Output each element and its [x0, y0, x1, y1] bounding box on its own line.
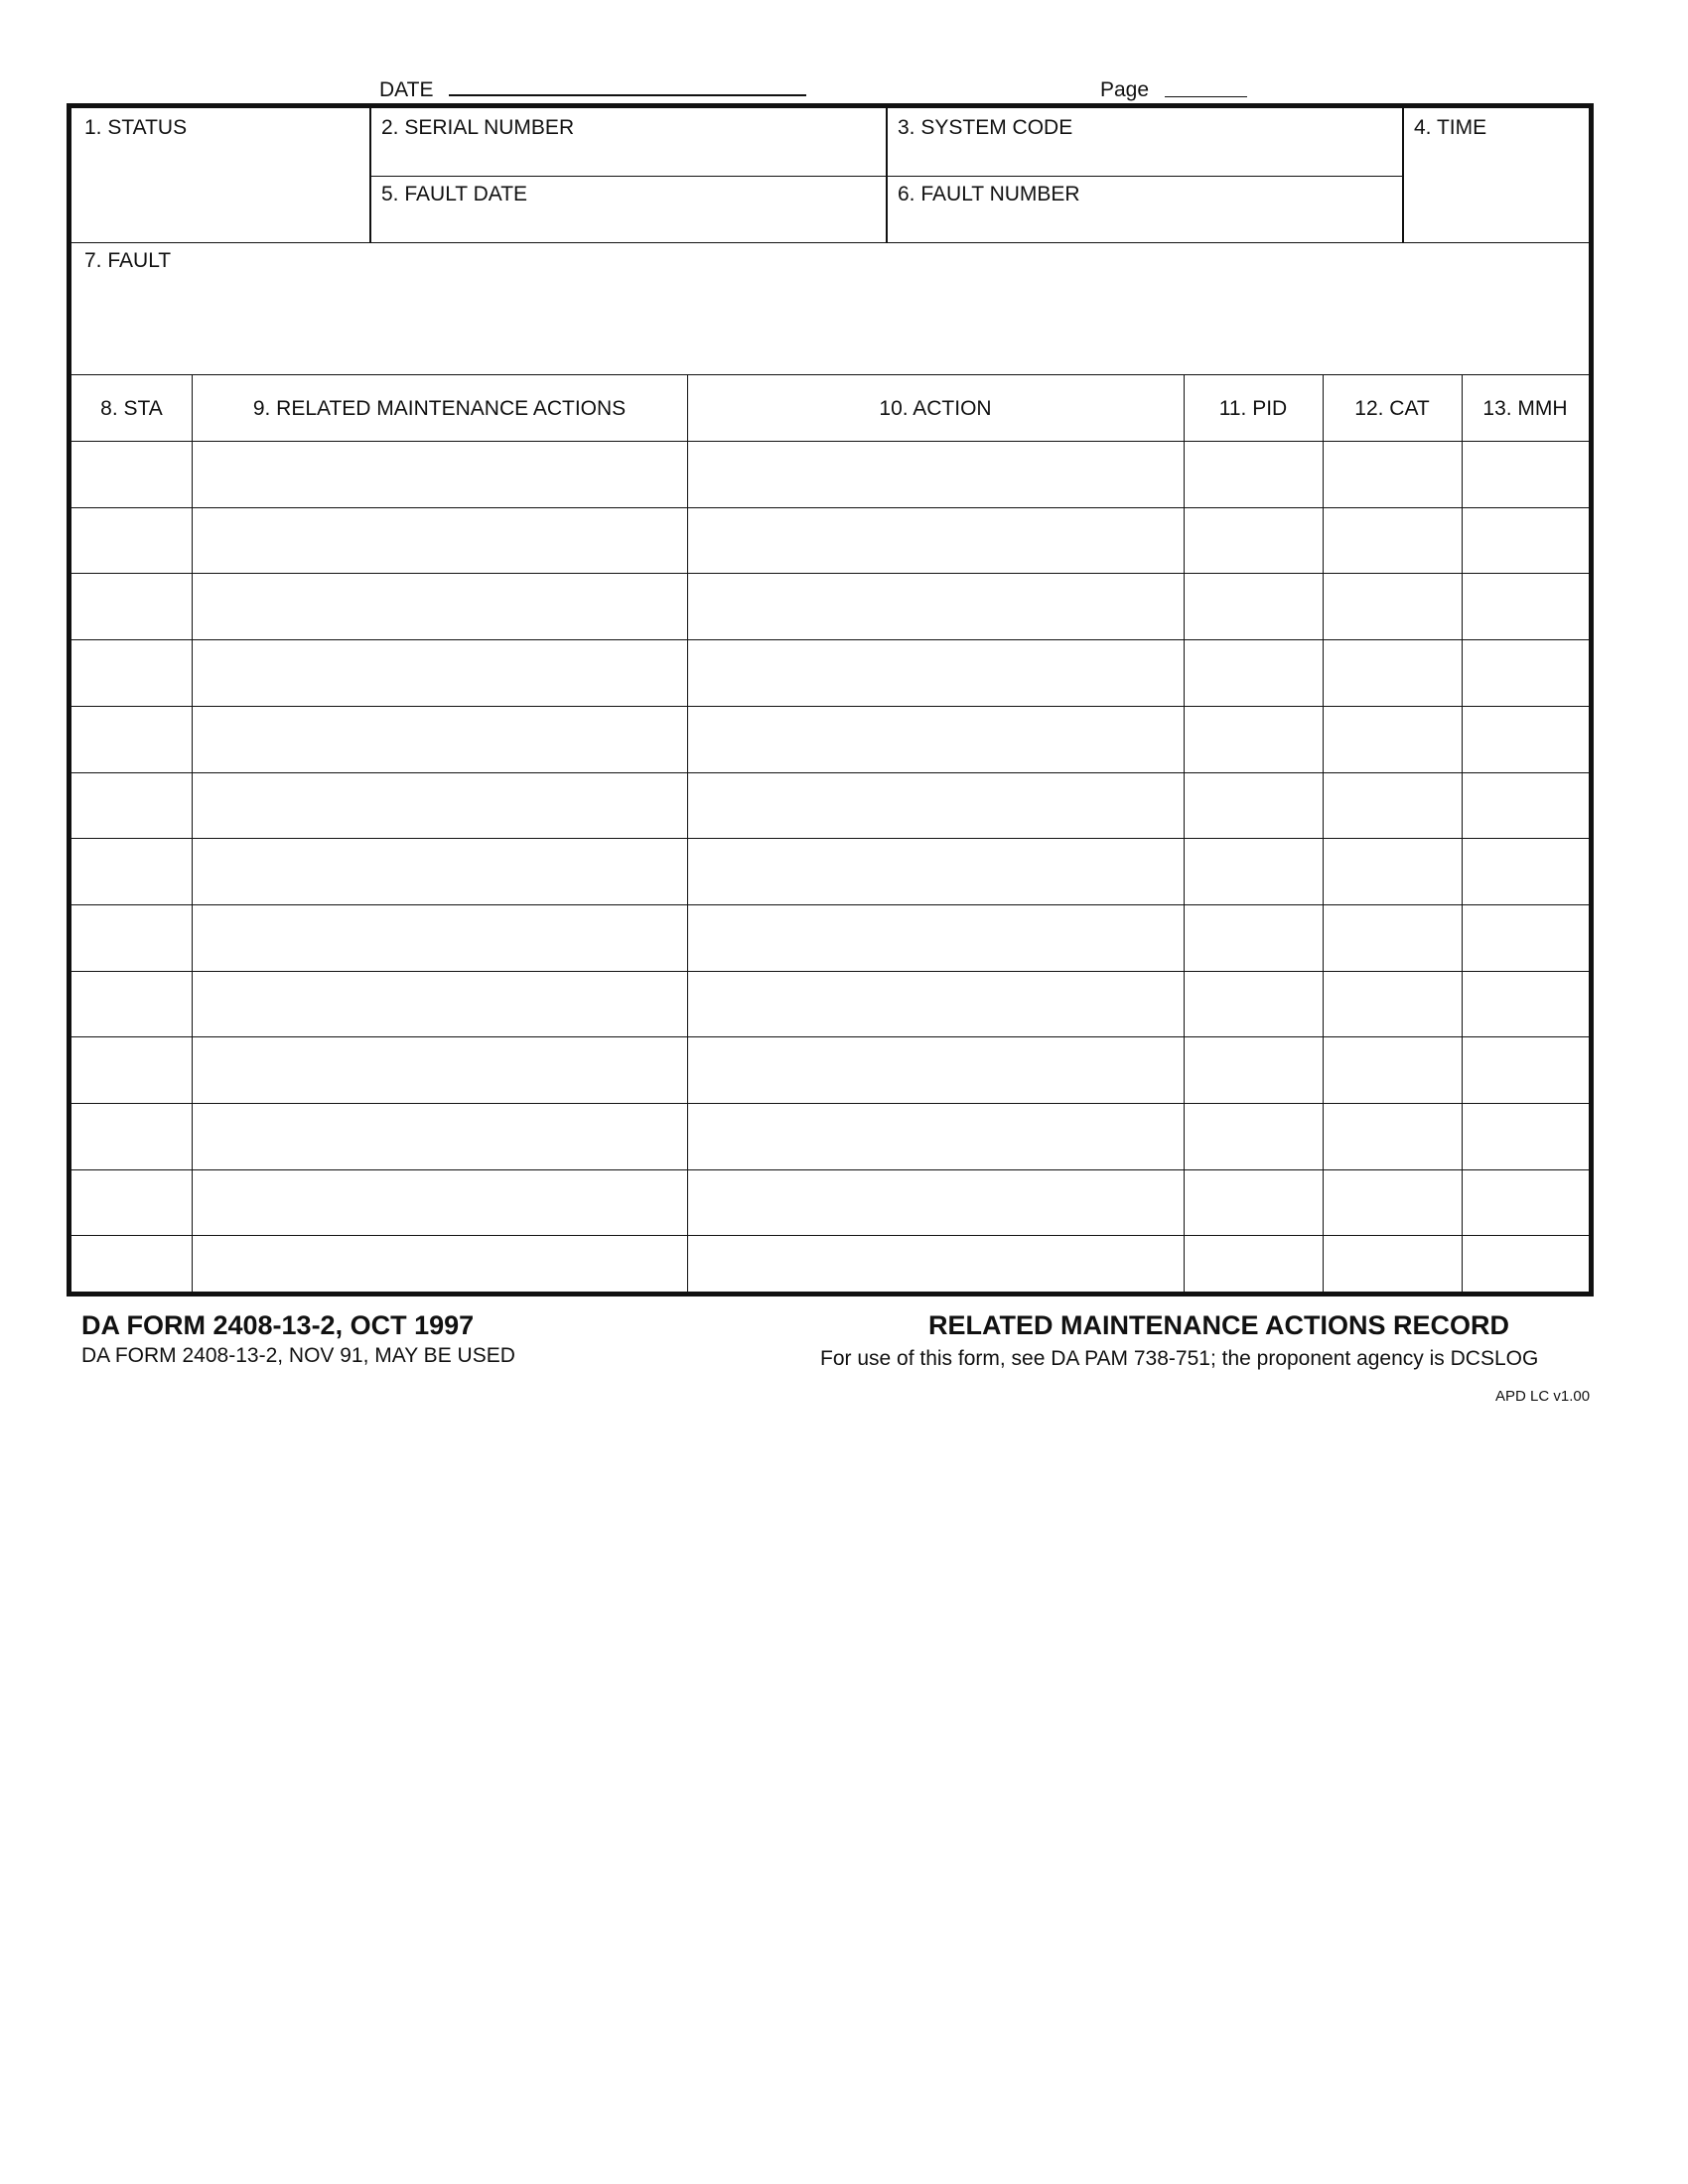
table-cell-cat[interactable] — [1325, 774, 1460, 837]
fault-number-field: 6. FAULT NUMBER — [898, 183, 1080, 205]
table-cell-mmh[interactable] — [1464, 1237, 1587, 1299]
col-divider-1 — [192, 374, 193, 1292]
column-header-related-maintenance-actions: 9. RELATED MAINTENANCE ACTIONS — [252, 397, 627, 420]
table-cell-mmh[interactable] — [1464, 708, 1587, 770]
table-cell-cat[interactable] — [1325, 641, 1460, 704]
table-cell-related-action[interactable] — [194, 973, 685, 1035]
table-cell-cat[interactable] — [1325, 509, 1460, 572]
divider-header-fault — [71, 242, 1589, 243]
column-header-pid: 11. PID — [1218, 397, 1288, 420]
table-cell-related-action[interactable] — [194, 509, 685, 572]
table-cell-mmh[interactable] — [1464, 973, 1587, 1035]
table-cell-pid[interactable] — [1186, 774, 1321, 837]
divider-row-fields — [369, 176, 1402, 177]
table-cell-sta[interactable] — [73, 973, 190, 1035]
col-divider-4 — [1323, 374, 1324, 1292]
table-cell-mmh[interactable] — [1464, 906, 1587, 969]
table-cell-pid[interactable] — [1186, 1171, 1321, 1234]
row-divider — [71, 639, 1589, 640]
table-cell-cat[interactable] — [1325, 1171, 1460, 1234]
table-cell-pid[interactable] — [1186, 1038, 1321, 1101]
row-divider — [71, 1036, 1589, 1037]
row-divider — [71, 706, 1589, 707]
table-cell-pid[interactable] — [1186, 1105, 1321, 1167]
table-cell-mmh[interactable] — [1464, 443, 1587, 505]
divider-fault-table — [71, 374, 1589, 375]
row-divider — [71, 904, 1589, 905]
table-cell-pid[interactable] — [1186, 641, 1321, 704]
table-cell-sta[interactable] — [73, 509, 190, 572]
page-label: Page — [1100, 78, 1150, 101]
date-input-line[interactable] — [449, 94, 806, 96]
table-cell-related-action[interactable] — [194, 1237, 685, 1299]
table-cell-related-action[interactable] — [194, 1105, 685, 1167]
date-label: DATE — [379, 78, 434, 101]
status-field: 1. STATUS — [84, 116, 188, 139]
table-cell-related-action[interactable] — [194, 840, 685, 902]
table-cell-action[interactable] — [689, 1105, 1182, 1167]
table-cell-action[interactable] — [689, 1038, 1182, 1101]
table-cell-action[interactable] — [689, 774, 1182, 837]
table-cell-pid[interactable] — [1186, 906, 1321, 969]
form-id: DA FORM 2408-13-2, OCT 1997 — [81, 1310, 475, 1340]
table-cell-mmh[interactable] — [1464, 840, 1587, 902]
table-cell-mmh[interactable] — [1464, 1105, 1587, 1167]
form-title: RELATED MAINTENANCE ACTIONS RECORD — [928, 1310, 1509, 1340]
table-cell-sta[interactable] — [73, 641, 190, 704]
row-divider — [71, 507, 1589, 508]
table-cell-pid[interactable] — [1186, 509, 1321, 572]
form-box — [67, 103, 1594, 1297]
col-divider-2 — [687, 374, 688, 1292]
table-cell-mmh[interactable] — [1464, 575, 1587, 637]
divider-system-time — [1402, 108, 1404, 242]
table-cell-action[interactable] — [689, 906, 1182, 969]
column-header-cat: 12. CAT — [1354, 397, 1430, 420]
table-cell-related-action[interactable] — [194, 641, 685, 704]
table-cell-cat[interactable] — [1325, 1038, 1460, 1101]
table-cell-mmh[interactable] — [1464, 509, 1587, 572]
table-cell-action[interactable] — [689, 1237, 1182, 1299]
system-code-field: 3. SYSTEM CODE — [898, 116, 1073, 139]
column-header-sta: 8. STA — [100, 397, 163, 420]
table-cell-pid[interactable] — [1186, 708, 1321, 770]
table-cell-cat[interactable] — [1325, 840, 1460, 902]
table-cell-related-action[interactable] — [194, 1038, 685, 1101]
table-cell-mmh[interactable] — [1464, 774, 1587, 837]
table-cell-action[interactable] — [689, 509, 1182, 572]
table-cell-sta[interactable] — [73, 1237, 190, 1299]
column-header-action: 10. ACTION — [879, 397, 992, 420]
version-label: APD LC v1.00 — [1495, 1388, 1591, 1405]
table-cell-related-action[interactable] — [194, 708, 685, 770]
table-cell-cat[interactable] — [1325, 906, 1460, 969]
table-cell-cat[interactable] — [1325, 575, 1460, 637]
table-cell-cat[interactable] — [1325, 1237, 1460, 1299]
column-header-mmh: 13. MMH — [1482, 397, 1568, 420]
table-cell-sta[interactable] — [73, 708, 190, 770]
table-cell-pid[interactable] — [1186, 443, 1321, 505]
table-cell-action[interactable] — [689, 575, 1182, 637]
usage-note: For use of this form, see DA PAM 738-751; the proponent agency is DCSLOG — [820, 1347, 1539, 1370]
table-cell-action[interactable] — [689, 840, 1182, 902]
row-divider — [71, 1235, 1589, 1236]
row-divider — [71, 1103, 1589, 1104]
table-cell-related-action[interactable] — [194, 906, 685, 969]
table-cell-action[interactable] — [689, 443, 1182, 505]
table-cell-related-action[interactable] — [194, 575, 685, 637]
table-cell-sta[interactable] — [73, 1171, 190, 1234]
table-cell-pid[interactable] — [1186, 575, 1321, 637]
table-cell-cat[interactable] — [1325, 443, 1460, 505]
time-field: 4. TIME — [1414, 116, 1487, 139]
table-cell-related-action[interactable] — [194, 1171, 685, 1234]
table-cell-action[interactable] — [689, 973, 1182, 1035]
table-cell-sta[interactable] — [73, 1105, 190, 1167]
page-input-line[interactable] — [1165, 96, 1247, 97]
table-cell-cat[interactable] — [1325, 1105, 1460, 1167]
table-cell-action[interactable] — [689, 708, 1182, 770]
table-cell-action[interactable] — [689, 641, 1182, 704]
table-cell-sta[interactable] — [73, 906, 190, 969]
fault-date-field: 5. FAULT DATE — [381, 183, 528, 205]
table-cell-mmh[interactable] — [1464, 1171, 1587, 1234]
row-divider — [71, 772, 1589, 773]
table-cell-sta[interactable] — [73, 774, 190, 837]
row-divider — [71, 838, 1589, 839]
table-cell-related-action[interactable] — [194, 443, 685, 505]
table-cell-sta[interactable] — [73, 1038, 190, 1101]
row-divider — [71, 573, 1589, 574]
table-cell-sta[interactable] — [73, 575, 190, 637]
table-cell-mmh[interactable] — [1464, 641, 1587, 704]
table-cell-pid[interactable] — [1186, 840, 1321, 902]
row-divider — [71, 971, 1589, 972]
table-cell-sta[interactable] — [73, 840, 190, 902]
table-cell-related-action[interactable] — [194, 774, 685, 837]
fault-field: 7. FAULT — [84, 249, 172, 272]
table-cell-mmh[interactable] — [1464, 1038, 1587, 1101]
row-divider — [71, 1169, 1589, 1170]
table-cell-pid[interactable] — [1186, 973, 1321, 1035]
table-cell-pid[interactable] — [1186, 1237, 1321, 1299]
col-divider-5 — [1462, 374, 1463, 1292]
table-cell-cat[interactable] — [1325, 708, 1460, 770]
table-cell-sta[interactable] — [73, 443, 190, 505]
col-divider-3 — [1184, 374, 1185, 1292]
table-cell-cat[interactable] — [1325, 973, 1460, 1035]
supersedes-note: DA FORM 2408-13-2, NOV 91, MAY BE USED — [81, 1344, 515, 1367]
row-divider — [71, 441, 1589, 442]
table-cell-action[interactable] — [689, 1171, 1182, 1234]
serial-number-field: 2. SERIAL NUMBER — [381, 116, 575, 139]
